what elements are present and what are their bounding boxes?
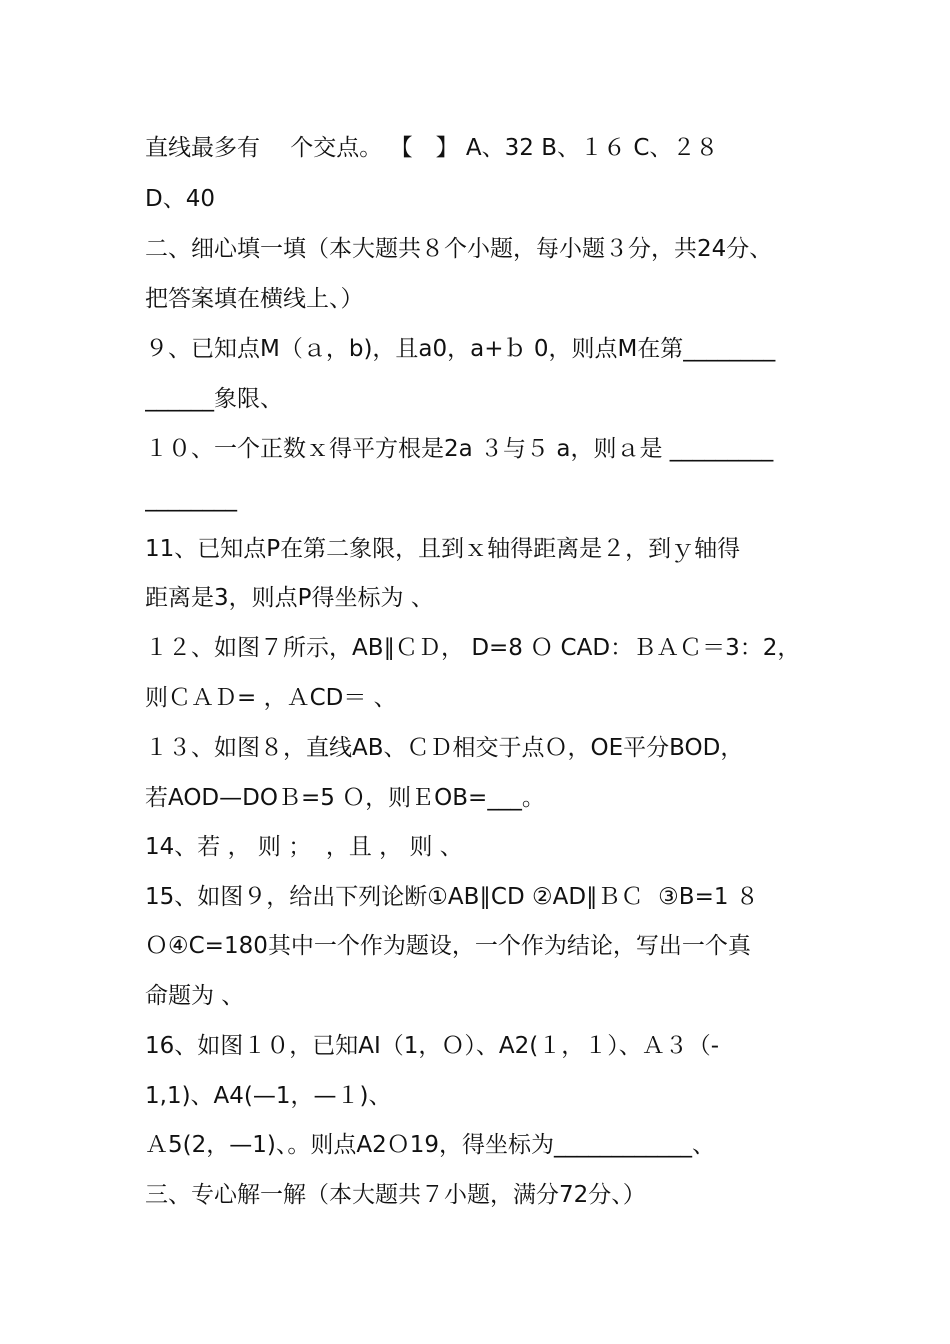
section-heading: 二、细心填一填（本大题共８个小题，每小题３分，共24分、 [145,236,773,262]
question-12: １２、如图７所示，AB∥ＣＤ， D=8 Ｏ CAD：ＢＡＣ＝3：2， [145,635,801,661]
text-line: Ａ5(2，—1)、。则点A2Ｏ19，得坐标为____________、 [145,1132,715,1158]
text-line: 直线最多有 个交点。 【 】 A、32 B、１６ C、２８ [145,135,719,161]
text-line: 1,1)、A4(—1，—１)、 [145,1083,392,1109]
question-11: 11、已知点P在第二象限，且到ｘ轴得距离是２，到ｙ轴得 [145,536,741,562]
text-line: 若AOD—DOＢ=5 Ｏ，则ＥOB=___。 [145,785,545,811]
section-heading: 三、专心解一解（本大题共７小题，满分72分、） [145,1182,646,1208]
text-line: 命题为 、 [145,983,245,1009]
question-16: 16、如图１０，已知AI（1，Ｏ）、A2(１，１）、Ａ３（- [145,1033,720,1059]
question-10: １０、一个正数ｘ得平方根是2a ３与５ a，则ａ是 _________ [145,436,774,462]
answer-blank: ________ [145,486,237,512]
question-13: １３、如图８，直线AB、ＣＤ相交于点Ｏ，OE平分BOD， [145,735,744,761]
question-9: ９、已知点M（ａ，b)，且a0，a+ｂ 0，则点M在第________ [145,336,776,362]
text-line: ______象限、 [145,386,283,412]
text-line: 则ＣＡＤ= ，ＡCD＝ 、 [145,685,397,711]
question-15: 15、如图９，给出下列论断①AB∥CD ②AD∥ＢＣ ③B=1 ８ [145,884,759,910]
text-line: 距离是3，则点P得坐标为 、 [145,585,434,611]
question-14: 14、若 ， 则 ； ，且 ， 则 、 [145,834,463,860]
text-line: D、40 [145,186,215,212]
text-line: Ｏ④C=180其中一个作为题设，一个作为结论，写出一个真 [145,933,751,959]
text-line: 把答案填在横线上、） [145,286,364,312]
